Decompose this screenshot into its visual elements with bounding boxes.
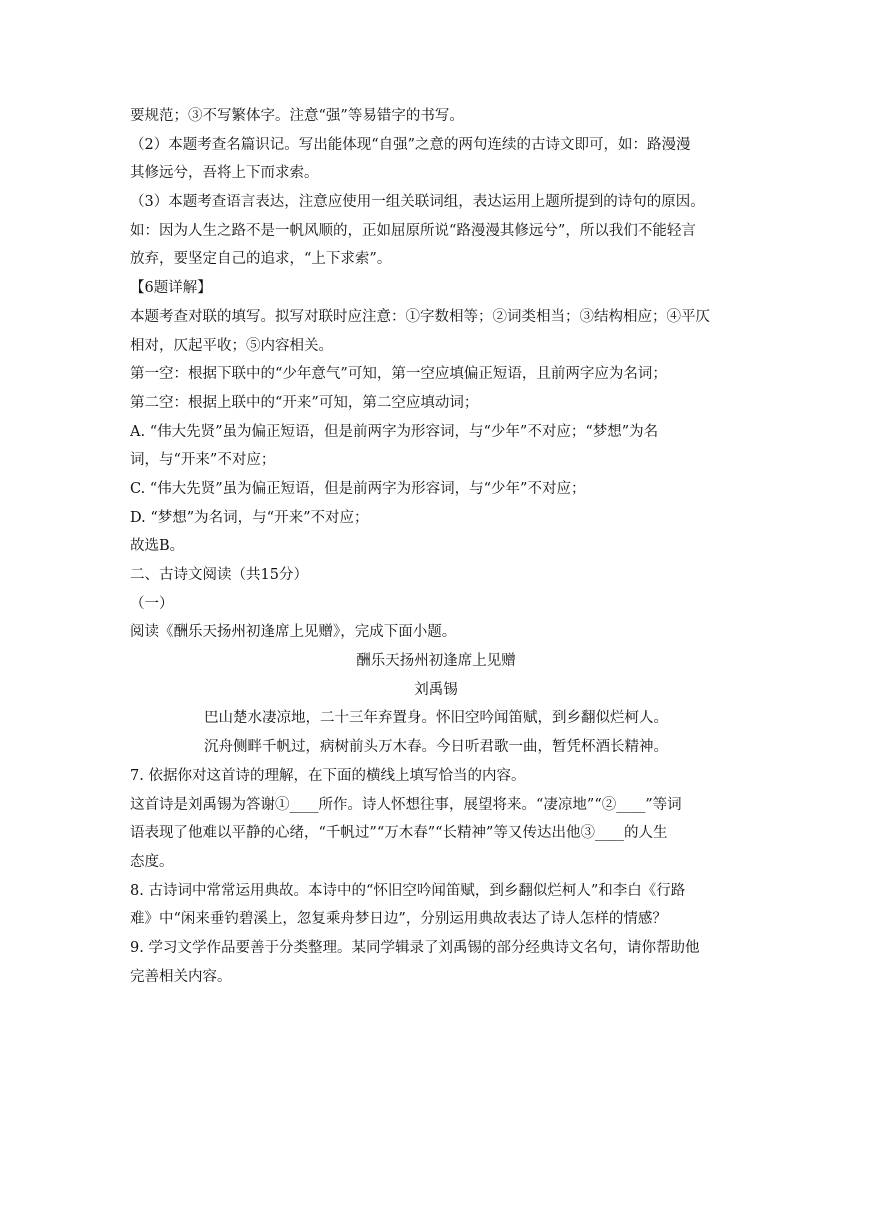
text-line: 要规范；③不写繁体字。注意“强”等易错字的书写。 [130,108,464,124]
text-line: 阅读《酬乐天扬州初逢席上见赠》，完成下面小题。 [130,624,457,641]
question-8: 8. 古诗词中常常运用典故。本诗中的“怀旧空吟闻笛赋，到乡翻似烂柯人”和李白《行路 [130,882,686,899]
poem-title: 酬乐天扬州初逢席上见赠 [356,653,516,670]
text-line: 完善相关内容。 [130,968,232,985]
poem-author: 刘禹锡 [414,681,458,698]
text-line: 相对，仄起平收；⑤内容相关。 [130,337,333,354]
text-line: A. “伟大先贤”虽为偏正短语，但是前两字为形容词，与“少年”不对应；“梦想”为名 [130,423,659,440]
text-line: 语表现了他难以平静的心绪，“千帆过”“万木春”“长精神”等又传达出他③____的人生 [130,825,668,842]
subsection-heading: （一） [130,595,174,612]
text-line: 本题考查对联的填写。拟写对联时应注意：①字数相等；②词类相当；③结构相应；④平仄 [130,308,710,325]
text-line: D. “梦想”为名词，与“开来”不对应； [130,509,369,526]
text-line: 词，与“开来”不对应； [130,452,276,469]
text-line: 第二空：根据上联中的“开来”可知，第二空应填动词； [130,394,479,411]
poem-line: 沉舟侧畔千帆过，病树前头万木春。今日听君歌一曲，暂凭杯酒长精神。 [204,739,668,756]
text-line: 态度。 [130,853,174,870]
question-7: 7. 依据你对这首诗的理解，在下面的横线上填写恰当的内容。 [130,767,526,784]
text-line: （2）本题考查名篇识记。写出能体现“自强”之意的两句连续的古诗文即可，如：路漫漫 [130,136,691,153]
text-line: 其修远兮，吾将上下而求索。 [130,165,319,182]
question-9: 9. 学习文学作品要善于分类整理。某同学辑录了刘禹锡的部分经典诗文名句，请你帮助他 [130,939,700,956]
text-line: 故选B。 [130,538,185,555]
poem-line: 巴山楚水凄凉地，二十三年弃置身。怀旧空吟闻笛赋，到乡翻似烂柯人。 [204,710,668,727]
text-line: 第一空：根据下联中的“少年意气”可知，第一空应填偏正短语，且前两字应为名词； [130,366,667,383]
document-page [130,102,742,991]
section-heading: 二、古诗文阅读（共15分） [130,567,308,583]
text-line: 难》中“闲来垂钓碧溪上，忽复乘舟梦日边”，分别运用典故表达了诗人怎样的情感？ [130,911,667,928]
text-line: 放弃，要坚定自己的追求，“上下求索”。 [130,251,392,268]
text-line: （3）本题考查语言表达，注意应使用一组关联词组，表达运用上题所提到的诗句的原因。 [130,194,705,211]
text-line: 如：因为人生之路不是一帆风顺的，正如屈原所说“路漫漫其修远兮”，所以我们不能轻言 [130,222,696,239]
section-heading: 【6题详解】 [130,280,212,297]
text-line: 这首诗是刘禹锡为答谢①____所作。诗人怀想往事，展望将来。“凄凉地”“②____”等词 [130,796,682,813]
text-line: C. “伟大先贤”虽为偏正短语，但是前两字为形容词，与“少年”不对应； [130,480,586,497]
